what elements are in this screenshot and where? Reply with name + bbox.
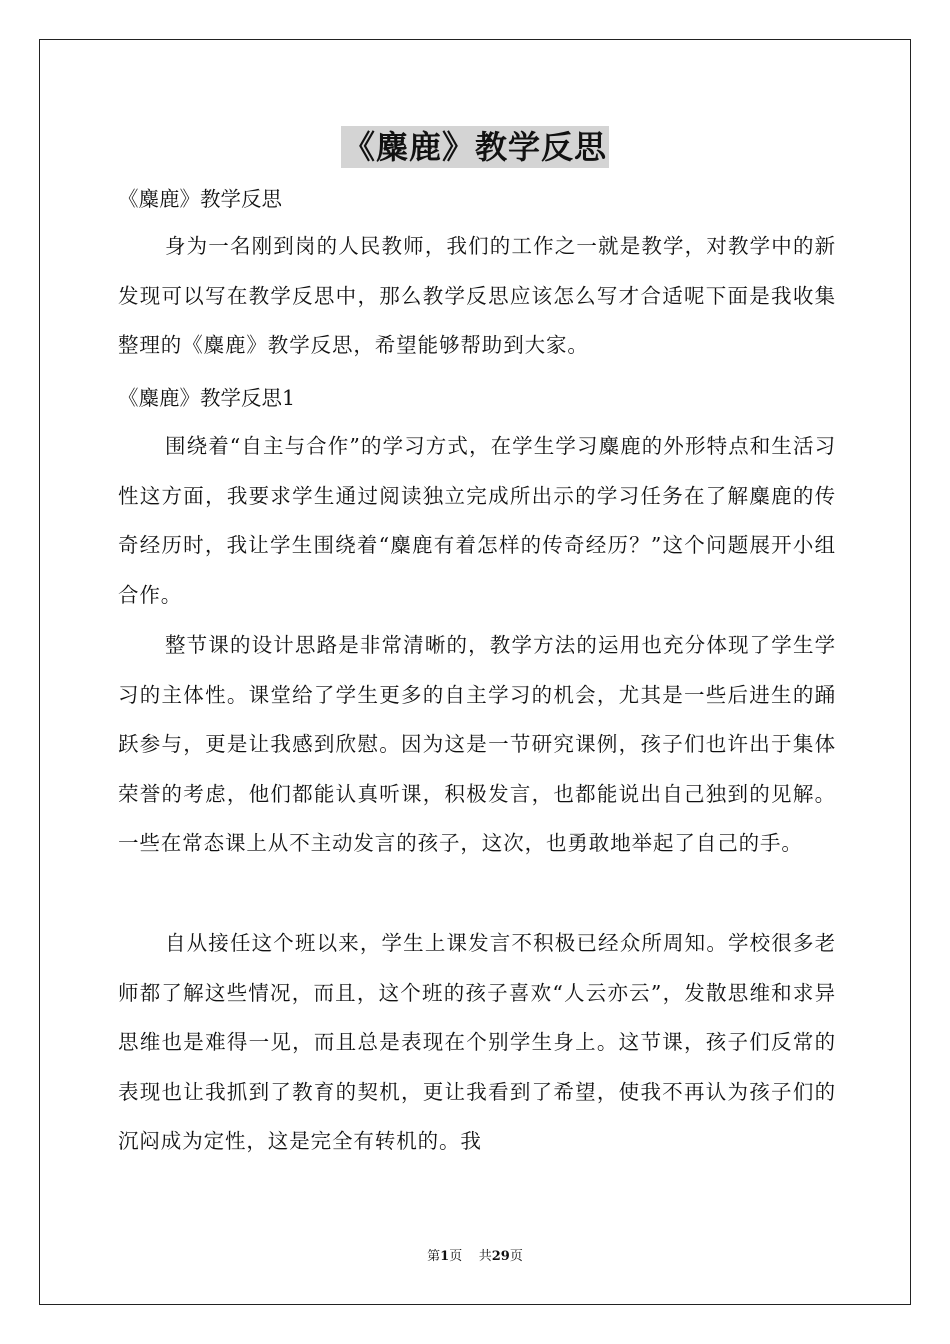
document-title: 《麋鹿》教学反思 [342,128,607,166]
footer-page-number: 1 [440,1249,450,1264]
document-subtitle: 《麋鹿》教学反思 [118,187,282,211]
footer-total-pages: 29 [491,1249,510,1264]
intro-paragraph: 身为一名刚到岗的人民教师，我们的工作之一就是教学，对教学中的新发现可以写在教学反思中，那么教学反思应该怎么写才合适呢下面是我收集整理的《麋鹿》教学反思，希望能够帮助到大家。 [118,234,836,357]
body-paragraph-1: 围绕着“自主与合作”的学习方式，在学生学习麋鹿的外形特点和生活习性这方面，我要求学生通过阅读独立完成所出示的学习任务在了解麋鹿的传奇经历时，我让学生围绕着“麋鹿有着怎样的传奇经历？”这个问题展开小组合作。 [118,434,836,607]
footer-page-suffix: 页 [449,1249,463,1264]
body-paragraph-2: 整节课的设计思路是非常清晰的，教学方法的运用也充分体现了学生学习的主体性。课堂给了学生更多的自主学习的机会，尤其是一些后进生的踊跃参与，更是让我感到欣慰。因为这是一节研究课例，孩子们也许出于集体荣誉的考虑，他们都能认真听课，积极发言，也都能说出自己独到的见解。一些在常态课上从不主动发言的孩子，这次，也勇敢地举起了自己的手。 [118,633,836,855]
title-container [0,126,950,168]
body-paragraph-3: 自从接任这个班以来，学生上课发言不积极已经众所周知。学校很多老师都了解这些情况，而且，这个班的孩子喜欢“人云亦云”，发散思维和求异思维也是难得一见，而且总是表现在个别学生身上。这节课，孩子们反常的表现也让我抓到了教育的契机，更让我看到了希望，使我不再认为孩子们的沉闷成为定性，这是完全有转机的。我 [118,931,836,1153]
footer-page-prefix: 第 [427,1249,441,1264]
footer-total-prefix: 共 [478,1249,492,1264]
page-footer [0,1248,950,1266]
section-heading: 《麋鹿》教学反思1 [118,386,296,410]
footer-total-suffix: 页 [509,1249,523,1264]
